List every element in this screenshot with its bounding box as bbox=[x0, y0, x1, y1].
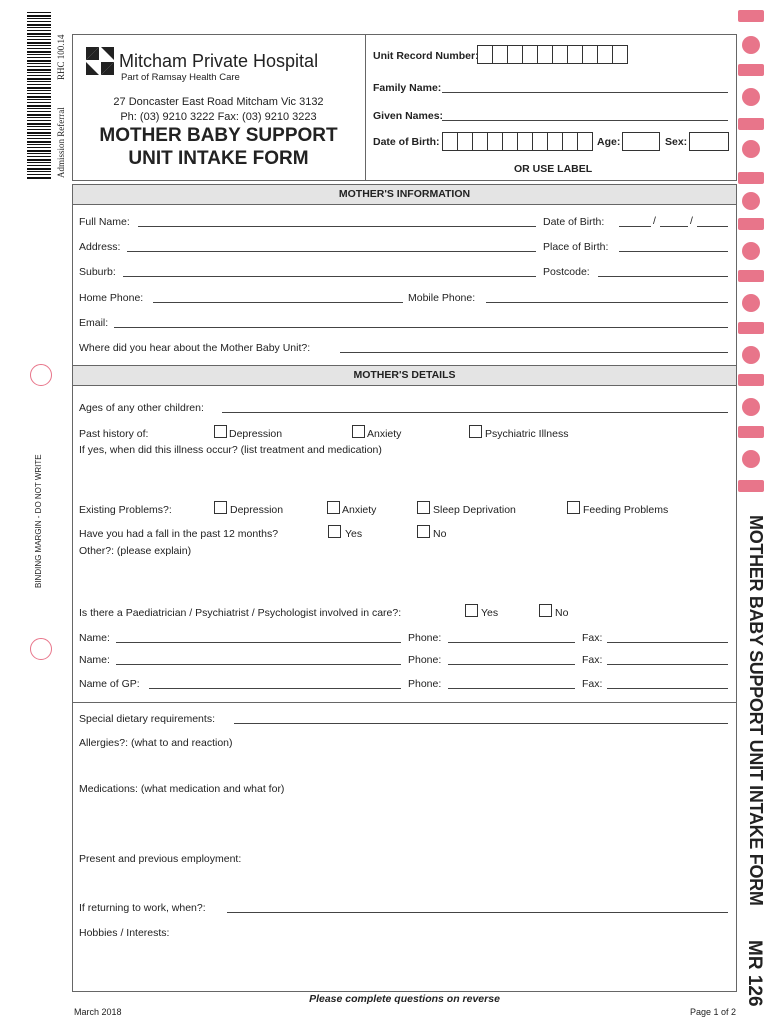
ramsay-logo-icon bbox=[86, 47, 114, 75]
age-box[interactable] bbox=[622, 132, 660, 151]
paediatrician-no-label: No bbox=[555, 607, 569, 619]
dob-slash-1: / bbox=[653, 215, 656, 227]
contact1-name-label: Name: bbox=[79, 632, 110, 644]
place-of-birth-label: Place of Birth: bbox=[543, 241, 609, 253]
past-anxiety-label: Anxiety bbox=[367, 428, 402, 440]
other-explain-label: Other?: (please explain) bbox=[79, 545, 192, 557]
footer-page: Page 1 of 2 bbox=[690, 1007, 737, 1017]
dob-slash-2: / bbox=[690, 215, 693, 227]
contact1-fax-label: Fax: bbox=[582, 632, 603, 644]
punch-hole-top bbox=[30, 364, 52, 386]
hobbies-label: Hobbies / Interests: bbox=[79, 927, 170, 939]
ages-children-label: Ages of any other children: bbox=[79, 402, 204, 414]
contact2-name-label: Name: bbox=[79, 654, 110, 666]
punch-hole-bottom bbox=[30, 638, 52, 660]
family-name-field[interactable] bbox=[442, 92, 728, 93]
gp-fax-label: Fax: bbox=[582, 678, 603, 690]
hospital-phone-fax: Ph: (03) 9210 3222 Fax: (03) 9210 3223 bbox=[120, 111, 317, 123]
family-name-label: Family Name: bbox=[373, 82, 442, 94]
existing-sleep-label: Sleep Deprivation bbox=[433, 504, 516, 516]
address-label: Address: bbox=[79, 241, 121, 253]
barcode-label: Admission Referral bbox=[56, 107, 66, 178]
patient-dob-boxes[interactable] bbox=[442, 132, 593, 151]
illness-when-label: If yes, when did this illness occur? (list treatment and medication) bbox=[79, 444, 382, 456]
contact2-phone-label: Phone: bbox=[408, 654, 442, 666]
fall-yes-label: Yes bbox=[345, 528, 363, 540]
given-names-label: Given Names: bbox=[373, 110, 444, 122]
existing-feeding-label: Feeding Problems bbox=[583, 504, 669, 516]
hospital-address: 27 Doncaster East Road Mitcham Vic 3132 bbox=[113, 96, 324, 108]
past-psychiatric-label: Psychiatric Illness bbox=[485, 428, 569, 440]
unit-record-boxes[interactable] bbox=[477, 45, 628, 64]
form-title-line2: UNIT INTAKE FORM bbox=[128, 148, 309, 169]
contact2-fax-label: Fax: bbox=[582, 654, 603, 666]
barcode-code: RHC 100.14 bbox=[56, 34, 66, 80]
full-name-label: Full Name: bbox=[79, 216, 130, 228]
dietary-label: Special dietary requirements: bbox=[79, 713, 215, 725]
paediatrician-yes-label: Yes bbox=[481, 607, 499, 619]
form-frame bbox=[72, 184, 737, 992]
fall-no-label: No bbox=[433, 528, 447, 540]
index-tabs bbox=[736, 0, 770, 500]
allergies-label: Allergies?: (what to and reaction) bbox=[79, 737, 233, 749]
given-names-field[interactable] bbox=[442, 120, 728, 121]
section-mothers-information: MOTHER'S INFORMATION bbox=[72, 184, 737, 205]
sex-label: Sex: bbox=[665, 136, 688, 148]
mobile-phone-label: Mobile Phone: bbox=[408, 292, 476, 304]
footer-date: March 2018 bbox=[74, 1007, 122, 1017]
hospital-name: Mitcham Private Hospital bbox=[119, 51, 319, 71]
fall-label: Have you had a fall in the past 12 months? bbox=[79, 528, 279, 540]
unit-record-label: Unit Record Number: bbox=[373, 50, 479, 62]
patient-dob-label: Date of Birth: bbox=[373, 136, 440, 148]
home-phone-label: Home Phone: bbox=[79, 292, 144, 304]
form-title-line1: MOTHER BABY SUPPORT bbox=[99, 125, 338, 146]
gp-name-label: Name of GP: bbox=[79, 678, 140, 690]
employment-label: Present and previous employment: bbox=[79, 853, 242, 865]
footer-note: Please complete questions on reverse bbox=[309, 993, 500, 1005]
existing-problems-label: Existing Problems?: bbox=[79, 504, 172, 516]
header-divider bbox=[365, 34, 366, 181]
medications-label: Medications: (what medication and what for) bbox=[79, 783, 285, 795]
hear-about-label: Where did you hear about the Mother Baby Unit?: bbox=[79, 342, 311, 354]
or-use-label: OR USE LABEL bbox=[514, 163, 593, 175]
sex-box[interactable] bbox=[689, 132, 729, 151]
returning-work-label: If returning to work, when?: bbox=[79, 902, 206, 914]
postcode-label: Postcode: bbox=[543, 266, 590, 278]
paediatrician-label: Is there a Paediatrician / Psychiatrist / Psychologist involved in care?: bbox=[79, 607, 402, 619]
suburb-label: Suburb: bbox=[79, 266, 116, 278]
age-label: Age: bbox=[597, 136, 621, 148]
form-code: MR 126 bbox=[744, 940, 765, 1007]
hospital-logo bbox=[86, 47, 114, 75]
past-history-label: Past history of: bbox=[79, 428, 149, 440]
section-mothers-details: MOTHER'S DETAILS bbox=[72, 365, 737, 386]
email-label: Email: bbox=[79, 317, 109, 329]
hospital-subtitle: Part of Ramsay Health Care bbox=[121, 72, 240, 83]
mother-dob-label: Date of Birth: bbox=[543, 216, 605, 228]
existing-anxiety-label: Anxiety bbox=[342, 504, 377, 516]
side-title: MOTHER BABY SUPPORT UNIT INTAKE FORM bbox=[746, 515, 766, 906]
barcode bbox=[27, 12, 51, 180]
existing-depression-label: Depression bbox=[230, 504, 284, 516]
gp-phone-label: Phone: bbox=[408, 678, 442, 690]
past-depression-label: Depression bbox=[229, 428, 283, 440]
contact1-phone-label: Phone: bbox=[408, 632, 442, 644]
binding-margin-text: BINDING MARGIN - DO NOT WRITE bbox=[34, 454, 43, 588]
